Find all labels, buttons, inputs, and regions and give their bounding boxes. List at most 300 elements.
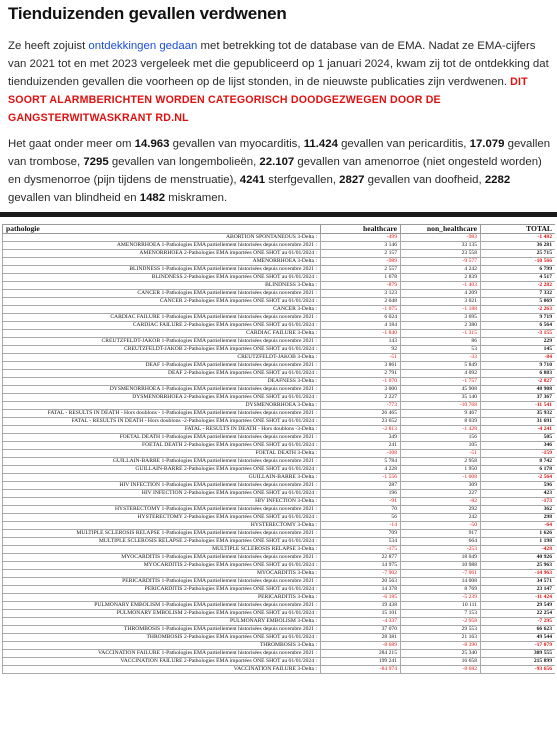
cell-total: 31 691 — [481, 418, 556, 426]
cell-pathologie: BLINDNESS 2-Pathologies EMA importées ONE SHOT au 01/01/2024 : — [3, 274, 321, 282]
cell-pathologie: MULTIPLE SCLEROSIS RELAPSE 3-Delta : — [3, 546, 321, 554]
stat-number: 4241 — [239, 174, 266, 186]
cell-non-healthcare: -8 682 — [401, 666, 481, 674]
cell-healthcare: 199 241 — [321, 658, 401, 666]
table-row — [3, 322, 556, 330]
cell-non-healthcare: -1 403 — [401, 282, 481, 290]
cell-total: -14 963 — [481, 570, 556, 578]
stat-text: Het gaat onder meer om — [8, 138, 135, 150]
cell-pathologie: GUILLAIN-BARRE 1-Pathologies EMA partiellement historisées depuis novembre 2021 : — [3, 458, 321, 466]
table-row — [3, 250, 556, 258]
stat-text: gevallen van doofheid, — [364, 174, 485, 186]
cell-healthcare: -8 689 — [321, 642, 401, 650]
table-row — [3, 522, 556, 530]
cell-non-healthcare: 29 553 — [401, 626, 481, 634]
cell-healthcare: 3 000 — [321, 386, 401, 394]
table-header-row — [3, 225, 556, 234]
cell-non-healthcare: -1 757 — [401, 378, 481, 386]
table-row — [3, 338, 556, 346]
table-row — [3, 426, 556, 434]
stat-number: 14.963 — [134, 138, 170, 150]
table-row — [3, 346, 556, 354]
cell-healthcare: 2 557 — [321, 266, 401, 274]
cell-healthcare: 28 381 — [321, 634, 401, 642]
cell-pathologie: HIV INFECTION 3-Delta : — [3, 498, 321, 506]
table-row — [3, 546, 556, 554]
cell-healthcare: 4 184 — [321, 322, 401, 330]
cell-pathologie: FOETAL DEATH 3-Delta : — [3, 450, 321, 458]
stat-text: sterfgevallen, — [265, 174, 340, 186]
cell-non-healthcare: 664 — [401, 538, 481, 546]
table-row — [3, 450, 556, 458]
cell-healthcare: -773 — [321, 402, 401, 410]
cell-pathologie: THROMBOSIS 2-Pathologies EMA importées ONE SHOT au 01/01/2024 : — [3, 634, 321, 642]
cell-pathologie: MULTIPLE SCLEROSIS RELAPSE 2-Pathologies EMA importées ONE SHOT au 01/01/2024 : — [3, 538, 321, 546]
cell-non-healthcare: 45 908 — [401, 386, 481, 394]
table-row — [3, 394, 556, 402]
cell-pathologie: MULTIPLE SCLEROSIS RELAPSE 1-Pathologies EMA partiellement historisées depuis novembre 2021 : — [3, 530, 321, 538]
cell-healthcare: -499 — [321, 234, 401, 242]
cell-pathologie: PERICARDITIS 3-Delta : — [3, 594, 321, 602]
cell-non-healthcare: 4 092 — [401, 370, 481, 378]
cell-healthcare: 143 — [321, 338, 401, 346]
cell-total: -84 — [481, 354, 556, 362]
cell-healthcare: 2 048 — [321, 298, 401, 306]
cell-total: 215 899 — [481, 658, 556, 666]
cell-total: 6 564 — [481, 322, 556, 330]
cell-healthcare: -7 902 — [321, 570, 401, 578]
table-row — [3, 274, 556, 282]
cell-pathologie: BLINDNESS 1-Pathologies EMA partiellement historisées depuis novembre 2021 : — [3, 266, 321, 274]
cell-non-healthcare: 16 658 — [401, 658, 481, 666]
cell-healthcare: 287 — [321, 482, 401, 490]
cell-pathologie: PULMONARY EMBOLISM 2-Pathologies EMA importées ONE SHOT au 01/01/2024 : — [3, 610, 321, 618]
cell-healthcare: -2 813 — [321, 426, 401, 434]
table-row — [3, 634, 556, 642]
cell-non-healthcare: 23 558 — [401, 250, 481, 258]
stat-text: gevallen van longembolieën, — [108, 156, 260, 168]
stat-number: 22.107 — [259, 156, 295, 168]
cell-healthcare: -14 — [321, 522, 401, 530]
cell-total: 423 — [481, 490, 556, 498]
cell-total: 7 332 — [481, 290, 556, 298]
cell-pathologie: CANCER 3-Delta : — [3, 306, 321, 314]
cell-healthcare: -989 — [321, 258, 401, 266]
cell-non-healthcare: 5 849 — [401, 362, 481, 370]
cell-non-healthcare: -9 577 — [401, 258, 481, 266]
cell-total: -2 827 — [481, 378, 556, 386]
stat-text: gevallen van pericarditis, — [337, 138, 470, 150]
table-row — [3, 490, 556, 498]
cell-pathologie: DEAF 2-Pathologies EMA importées ONE SHOT au 01/01/2024 : — [3, 370, 321, 378]
cell-healthcare: 5 784 — [321, 458, 401, 466]
cell-non-healthcare: -983 — [401, 234, 481, 242]
cell-healthcare: 1 678 — [321, 274, 401, 282]
cell-healthcare: 3 146 — [321, 242, 401, 250]
table-row — [3, 570, 556, 578]
table-row — [3, 410, 556, 418]
section-divider — [0, 212, 557, 217]
cell-pathologie: AMENORRHOEA 3-Delta : — [3, 258, 321, 266]
cell-total: -428 — [481, 546, 556, 554]
cell-total: 229 — [481, 338, 556, 346]
cell-total: 35 932 — [481, 410, 556, 418]
cell-non-healthcare: -7 061 — [401, 570, 481, 578]
intro-text-after: met betrekking tot de database van de EMA. Nadat ze EMA-cijfers van 2021 tot en met 2023 vergeleek met die gepubliceerd op 1 januari 2024, kwam zij tot de ontdekking dat tienduizenden gevallen die voorheen op de lijst stonden, in de nieuwste publicaties zijn verdwenen. — [8, 40, 549, 88]
cell-pathologie: ABORTION SPONTANEOUS 3-Delta : — [3, 234, 321, 242]
cell-total: 309 555 — [481, 650, 556, 658]
cell-pathologie: CANCER 2-Pathologies EMA importées ONE SHOT au 01/01/2024 : — [3, 298, 321, 306]
cell-total: 9 710 — [481, 362, 556, 370]
table-row — [3, 530, 556, 538]
table-row — [3, 506, 556, 514]
table-row — [3, 562, 556, 570]
cell-healthcare: 2 791 — [321, 370, 401, 378]
table-row — [3, 266, 556, 274]
cell-healthcare: 92 — [321, 346, 401, 354]
cell-healthcare: 2 227 — [321, 394, 401, 402]
cell-healthcare: 4 228 — [321, 466, 401, 474]
cell-healthcare: 284 215 — [321, 650, 401, 658]
header-healthcare: healthcare — [321, 225, 401, 234]
cell-healthcare: 534 — [321, 538, 401, 546]
cell-non-healthcare: 2 839 — [401, 274, 481, 282]
cell-pathologie: GUILLAIN-BARRE 2-Pathologies EMA importées ONE SHOT au 01/01/2024 : — [3, 466, 321, 474]
cell-pathologie: PULMONARY EMBOLISM 3-Delta : — [3, 618, 321, 626]
cell-non-healthcare: 21 163 — [401, 634, 481, 642]
cell-non-healthcare: -253 — [401, 546, 481, 554]
cell-pathologie: DYSMENORRHOEA 1-Pathologies EMA partiellement historisées depuis novembre 2021 : — [3, 386, 321, 394]
cell-total: 22 254 — [481, 610, 556, 618]
stat-text: gevallen van myocarditis, — [169, 138, 304, 150]
cell-healthcare: 2 157 — [321, 250, 401, 258]
cell-total: -2 282 — [481, 282, 556, 290]
cell-non-healthcare: 242 — [401, 514, 481, 522]
cell-pathologie: FATAL - RESULTS IN DEATH - Hors doublons - 1-Pathologies EMA partiellement historisées depuis novembre 2021 : — [3, 410, 321, 418]
table-row — [3, 498, 556, 506]
cell-pathologie: CREUTZFELDT-JAKOB 2-Pathologies EMA importées ONE SHOT au 01/01/2024 : — [3, 346, 321, 354]
stat-number: 2827 — [339, 174, 365, 186]
pathology-table — [2, 224, 555, 674]
cell-total: 23 147 — [481, 586, 556, 594]
stat-text: miskramen. — [165, 192, 228, 204]
table-row — [3, 370, 556, 378]
cell-pathologie: VACCINATION FAILURE 2-Pathologies EMA importées ONE SHOT au 01/01/2024 : — [3, 658, 321, 666]
stat-number: 11.424 — [303, 138, 338, 150]
cell-healthcare: 196 — [321, 490, 401, 498]
table-row — [3, 474, 556, 482]
cell-non-healthcare: 18 049 — [401, 554, 481, 562]
table-row — [3, 554, 556, 562]
cell-pathologie: HYSTERECTOMY 3-Delta : — [3, 522, 321, 530]
cell-healthcare: 14 378 — [321, 586, 401, 594]
cell-total: 5 069 — [481, 298, 556, 306]
cell-total: 4 517 — [481, 274, 556, 282]
cell-healthcare: 37 070 — [321, 626, 401, 634]
cell-total: 25 715 — [481, 250, 556, 258]
alarm-notice: DIT SOORT ALARMBERICHTEN WORDEN CATEGORISCH DOODGEZWEGEN DOOR DE GANGSTERWITWASKRANT RD.NL — [8, 76, 528, 124]
cell-non-healthcare: 53 — [401, 346, 481, 354]
cell-healthcare: 23 652 — [321, 418, 401, 426]
cell-pathologie: MYOCARDITIS 2-Pathologies EMA importées ONE SHOT au 01/01/2024 : — [3, 562, 321, 570]
cell-healthcare: -91 — [321, 498, 401, 506]
cell-non-healthcare: 1 950 — [401, 466, 481, 474]
cell-pathologie: HYSTERECTOMY 2-Pathologies EMA importées ONE SHOT au 01/01/2024 : — [3, 514, 321, 522]
cell-pathologie: DEAF 1-Pathologies EMA partiellement historisées depuis novembre 2021 : — [3, 362, 321, 370]
cell-total: -1 482 — [481, 234, 556, 242]
stat-number: 17.079 — [469, 138, 505, 150]
table-row — [3, 434, 556, 442]
table-row — [3, 298, 556, 306]
cell-pathologie: VACCINATION FAILURE 3-Delta : — [3, 666, 321, 674]
cell-total: 48 908 — [481, 386, 556, 394]
table-row — [3, 466, 556, 474]
cell-non-healthcare: 917 — [401, 530, 481, 538]
table-row — [3, 290, 556, 298]
cell-total: 298 — [481, 514, 556, 522]
table-row — [3, 282, 556, 290]
cell-total: 1 626 — [481, 530, 556, 538]
cell-non-healthcare: 33 135 — [401, 242, 481, 250]
cell-pathologie: CREUTZFELDT-JAKOB 1-Pathologies EMA partiellement historisées depuis novembre 2021 : — [3, 338, 321, 346]
cell-total: 1 198 — [481, 538, 556, 546]
table-row — [3, 362, 556, 370]
cell-pathologie: PERICARDITIS 2-Pathologies EMA importées ONE SHOT au 01/01/2024 : — [3, 586, 321, 594]
cell-non-healthcare: 2 958 — [401, 458, 481, 466]
table-row — [3, 442, 556, 450]
cell-non-healthcare: 3 695 — [401, 314, 481, 322]
cell-healthcare: -84 974 — [321, 666, 401, 674]
cell-non-healthcare: 25 340 — [401, 650, 481, 658]
cell-pathologie: CANCER 1-Pathologies EMA partiellement historisées depuis novembre 2021 : — [3, 290, 321, 298]
cell-pathologie: FOETAL DEATH 2-Pathologies EMA importées ONE SHOT au 01/01/2024 : — [3, 442, 321, 450]
cell-non-healthcare: -50 — [401, 522, 481, 530]
cell-pathologie: AMENORRHOEA 2-Pathologies EMA importées ONE SHOT au 01/01/2024 : — [3, 250, 321, 258]
cell-pathologie: CREUTZFELDT-JAKOB 3-Delta : — [3, 354, 321, 362]
cell-non-healthcare: 309 — [401, 482, 481, 490]
cell-healthcare: 26 465 — [321, 410, 401, 418]
cell-pathologie: FATAL - RESULTS IN DEATH - Hors doublons -2-Pathologies EMA importées ONE SHOT au 01/01/2024 : — [3, 418, 321, 426]
cell-non-healthcare: 2 380 — [401, 322, 481, 330]
cell-healthcare: -1 070 — [321, 378, 401, 386]
table-row — [3, 482, 556, 490]
cell-total: 596 — [481, 482, 556, 490]
cell-non-healthcare: 4 209 — [401, 290, 481, 298]
stat-number: 2282 — [484, 174, 511, 186]
cell-total: -3 155 — [481, 330, 556, 338]
cell-non-healthcare: 105 — [401, 442, 481, 450]
cell-pathologie: BLINDNESS 3-Delta : — [3, 282, 321, 290]
cell-healthcare: -108 — [321, 450, 401, 458]
table-row — [3, 642, 556, 650]
intro-text-before: Ze heeft zojuist — [8, 40, 89, 52]
stat-number: 7295 — [83, 156, 109, 168]
cell-non-healthcare: 9 467 — [401, 410, 481, 418]
statistics-paragraph — [8, 135, 553, 207]
cell-non-healthcare: 86 — [401, 338, 481, 346]
cell-total: 362 — [481, 506, 556, 514]
stat-text: gevallen van trombose, — [8, 138, 551, 168]
cell-pathologie: CARDIAC FAILURE 3-Delta : — [3, 330, 321, 338]
cell-pathologie: DEAFNESS 3-Delta : — [3, 378, 321, 386]
cell-non-healthcare: -1 008 — [401, 474, 481, 482]
cell-pathologie: AMENORRHOEA 1-Pathologies EMA partiellement historisées depuis novembre 2021 : — [3, 242, 321, 250]
cell-total: -11 541 — [481, 402, 556, 410]
table-row — [3, 602, 556, 610]
cell-total: 8 742 — [481, 458, 556, 466]
table-row — [3, 378, 556, 386]
pathology-table-container — [2, 224, 555, 750]
table-row — [3, 666, 556, 674]
cell-non-healthcare: -2 958 — [401, 618, 481, 626]
cell-pathologie: VACCINATION FAILURE 1-Pathologies EMA partiellement historisées depuis novembre 2021 : — [3, 650, 321, 658]
cell-healthcare: 19 438 — [321, 602, 401, 610]
cell-non-healthcare: -33 — [401, 354, 481, 362]
cell-non-healthcare: -1 428 — [401, 426, 481, 434]
cell-pathologie: HIV INFECTION 1-Pathologies EMA partiellement historisées depuis novembre 2021 : — [3, 482, 321, 490]
cell-total: 346 — [481, 442, 556, 450]
cell-non-healthcare: 7 153 — [401, 610, 481, 618]
cell-healthcare: -175 — [321, 546, 401, 554]
cell-total: 36 281 — [481, 242, 556, 250]
cell-total: -93 656 — [481, 666, 556, 674]
cell-total: 505 — [481, 434, 556, 442]
cell-healthcare: 3 123 — [321, 290, 401, 298]
cell-total: -7 295 — [481, 618, 556, 626]
cell-pathologie: PERICARDITIS 1-Pathologies EMA partiellement historisées depuis novembre 2021 : — [3, 578, 321, 586]
header-total: TOTAL — [481, 225, 556, 234]
cell-total: 37 367 — [481, 394, 556, 402]
cell-pathologie: HIV INFECTION 2-Pathologies EMA importées ONE SHOT au 01/01/2024 : — [3, 490, 321, 498]
cell-pathologie: THROMBOSIS 1-Pathologies EMA partiellement historisées depuis novembre 2021 : — [3, 626, 321, 634]
cell-healthcare: 56 — [321, 514, 401, 522]
header-pathologie: pathologie — [3, 225, 321, 234]
cell-healthcare: 14 975 — [321, 562, 401, 570]
cell-total: 25 963 — [481, 562, 556, 570]
cell-total: 29 549 — [481, 602, 556, 610]
cell-total: 34 571 — [481, 578, 556, 586]
cell-healthcare: 349 — [321, 434, 401, 442]
stat-number: 1482 — [139, 192, 166, 204]
stat-text: gevallen van blindheid en — [8, 192, 140, 204]
cell-total: -2 564 — [481, 474, 556, 482]
cell-non-healthcare: 10 111 — [401, 602, 481, 610]
table-row — [3, 594, 556, 602]
cell-total: 6 178 — [481, 466, 556, 474]
table-row — [3, 626, 556, 634]
cell-pathologie: DYSMENORRHOEA 3-Delta : — [3, 402, 321, 410]
cell-total: 40 926 — [481, 554, 556, 562]
cell-pathologie: CARDIAC FAILURE 2-Pathologies EMA importées ONE SHOT au 01/01/2024 : — [3, 322, 321, 330]
cell-non-healthcare: 4 242 — [401, 266, 481, 274]
cell-non-healthcare: 292 — [401, 506, 481, 514]
table-body — [3, 234, 556, 674]
cell-healthcare: -6 185 — [321, 594, 401, 602]
cell-healthcare: 22 877 — [321, 554, 401, 562]
cell-healthcare: -879 — [321, 282, 401, 290]
cell-non-healthcare: 156 — [401, 434, 481, 442]
cell-pathologie: MYOCARDITIS 1-Pathologies EMA partiellement historisées depuis novembre 2021 : — [3, 554, 321, 562]
cell-total: 66 623 — [481, 626, 556, 634]
cell-non-healthcare: 8 769 — [401, 586, 481, 594]
cell-total: -4 241 — [481, 426, 556, 434]
cell-healthcare: -1 075 — [321, 306, 401, 314]
cell-total: -2 263 — [481, 306, 556, 314]
cell-healthcare: 20 563 — [321, 578, 401, 586]
table-row — [3, 330, 556, 338]
cell-healthcare: 15 101 — [321, 610, 401, 618]
cell-total: -173 — [481, 498, 556, 506]
cell-total: -64 — [481, 522, 556, 530]
cell-total: 145 — [481, 346, 556, 354]
table-row — [3, 586, 556, 594]
cell-healthcare: 3 861 — [321, 362, 401, 370]
cell-pathologie: CARDIAC FAILURE 1-Pathologies EMA partiellement historisées depuis novembre 2021 : — [3, 314, 321, 322]
cell-total: 6 883 — [481, 370, 556, 378]
table-row — [3, 314, 556, 322]
article-title: Tienduizenden gevallen verdwenen — [8, 4, 287, 23]
table-row — [3, 658, 556, 666]
cell-total: -17 079 — [481, 642, 556, 650]
cell-healthcare: -51 — [321, 354, 401, 362]
cell-healthcare: 709 — [321, 530, 401, 538]
table-row — [3, 306, 556, 314]
intro-paragraph — [8, 37, 553, 127]
cell-non-healthcare: 14 008 — [401, 578, 481, 586]
cell-pathologie: HYSTERECTOMY 1-Pathologies EMA partiellement historisées depuis novembre 2021 : — [3, 506, 321, 514]
ontdekkingen-link[interactable]: ontdekkingen gedaan — [88, 40, 198, 52]
cell-total: -10 566 — [481, 258, 556, 266]
table-row — [3, 610, 556, 618]
cell-non-healthcare: -82 — [401, 498, 481, 506]
cell-non-healthcare: -1 188 — [401, 306, 481, 314]
cell-non-healthcare: 3 021 — [401, 298, 481, 306]
header-non-healthcare: non_healthcare — [401, 225, 481, 234]
cell-non-healthcare: -1 315 — [401, 330, 481, 338]
cell-healthcare: 6 024 — [321, 314, 401, 322]
cell-total: 9 719 — [481, 314, 556, 322]
cell-pathologie: MYOCARDITIS 3-Delta : — [3, 570, 321, 578]
table-row — [3, 618, 556, 626]
cell-healthcare: -4 337 — [321, 618, 401, 626]
cell-healthcare: -1 556 — [321, 474, 401, 482]
cell-pathologie: FATAL - RESULTS IN DEATH - Hors doublons -3-Delta : — [3, 426, 321, 434]
cell-total: -159 — [481, 450, 556, 458]
table-row — [3, 402, 556, 410]
cell-non-healthcare: -5 239 — [401, 594, 481, 602]
cell-non-healthcare: -8 390 — [401, 642, 481, 650]
cell-healthcare: 241 — [321, 442, 401, 450]
table-row — [3, 514, 556, 522]
table-row — [3, 538, 556, 546]
table-row — [3, 258, 556, 266]
table-row — [3, 234, 556, 242]
table-row — [3, 354, 556, 362]
table-row — [3, 458, 556, 466]
cell-non-healthcare: 10 988 — [401, 562, 481, 570]
cell-total: 49 544 — [481, 634, 556, 642]
table-row — [3, 650, 556, 658]
cell-pathologie: PULMONARY EMBOLISM 1-Pathologies EMA partiellement historisées depuis novembre 2021 : — [3, 602, 321, 610]
stat-text: gevallen van amenorroe (niet ongesteld worden) en dysmenorroe (pijn tijdens de menstruatie), — [8, 156, 542, 186]
cell-pathologie: FOETAL DEATH 1-Pathologies EMA partiellement historisées depuis novembre 2021 : — [3, 434, 321, 442]
cell-healthcare: 70 — [321, 506, 401, 514]
table-row — [3, 418, 556, 426]
cell-pathologie: DYSMENORRHOEA 2-Pathologies EMA importées ONE SHOT au 01/01/2024 : — [3, 394, 321, 402]
table-row — [3, 386, 556, 394]
cell-pathologie: THROMBOSIS 3-Delta : — [3, 642, 321, 650]
cell-non-healthcare: 35 140 — [401, 394, 481, 402]
